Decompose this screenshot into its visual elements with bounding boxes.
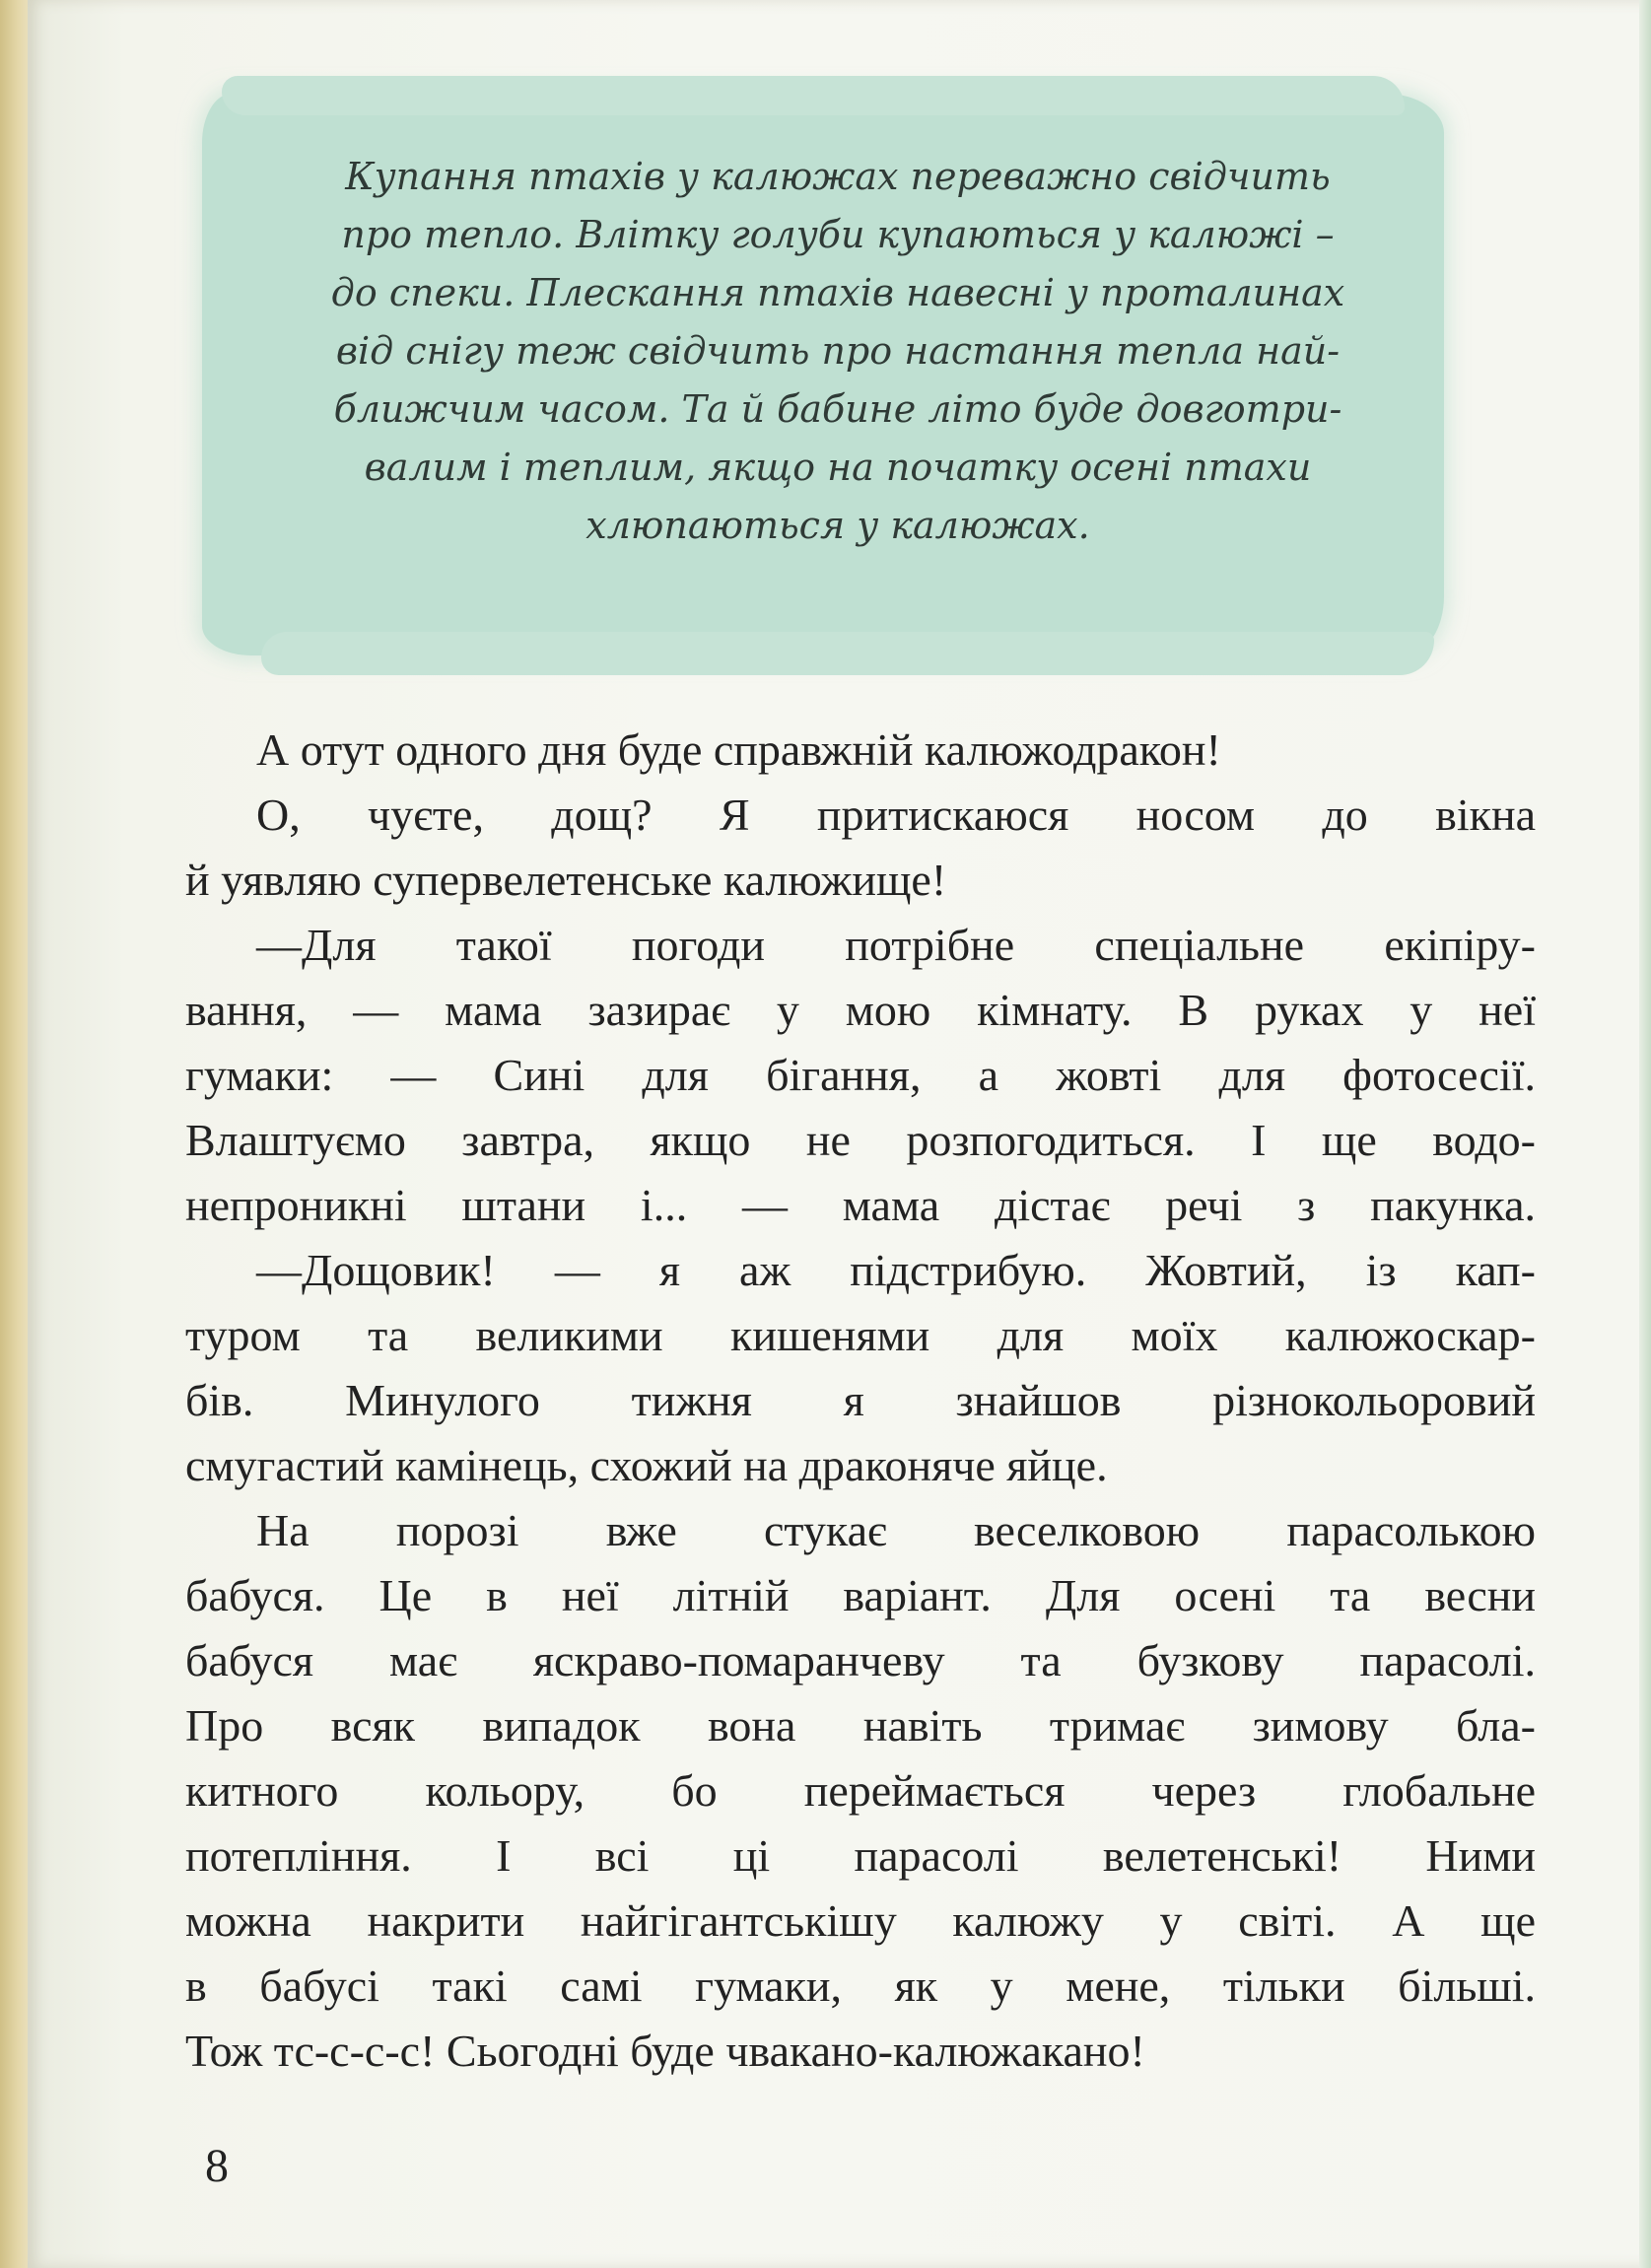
text-line: непроникні штани і... — мама дістає речі з пакунка. xyxy=(185,1180,1536,1230)
text-line: Про всяк випадок вона навіть тримає зимову бла- xyxy=(185,1700,1536,1751)
page-number: 8 xyxy=(205,2140,229,2192)
note-line: валим і теплим, якщо на початку осені птахи xyxy=(364,446,1312,489)
note-line: Купання птахів у калюжах переважно свідчить xyxy=(345,155,1331,198)
text-line: туром та великими кишенями для моїх калюжоскар- xyxy=(185,1310,1536,1360)
note-line: про тепло. Влітку голуби купаються у калюжі – xyxy=(341,213,1335,256)
text-line: Влаштуємо завтра, якщо не розпогодиться. І ще водо- xyxy=(185,1115,1536,1165)
text-line: вання, — мама зазирає у мою кімнату. В руках у неї xyxy=(185,985,1536,1035)
page-right-edge xyxy=(1639,0,1651,2268)
text-line: На порозі вже стукає веселковою парасолькою xyxy=(256,1505,1536,1555)
text-line: —Дощовик! — я аж підстрибую. Жовтий, із кап- xyxy=(256,1245,1536,1295)
note-line: до спеки. Плескання птахів навесні у проталинах xyxy=(330,271,1345,314)
text-line: можна накрити найгігантськішу калюжу у світі. А ще xyxy=(185,1895,1536,1946)
text-line: бабуся. Це в неї літній варіант. Для осені та весни xyxy=(185,1570,1536,1620)
text-line: китного кольору, бо переймається через глобальне xyxy=(185,1765,1536,1816)
info-box-note xyxy=(296,148,1380,555)
text-line: бів. Минулого тижня я знайшов різнокольоровий xyxy=(185,1375,1536,1425)
text-line: О, чуєте, дощ? Я притискаюся носом до вікна xyxy=(256,790,1536,840)
text-line: в бабусі такі самі гумаки, як у мене, тільки більші. xyxy=(185,1960,1536,2011)
text-line: —Для такої погоди потрібне спеціальне екіпіру- xyxy=(256,920,1536,970)
note-line: від снігу теж свідчить про настання тепла най- xyxy=(335,329,1341,373)
text-line: й уявляю супервелетенське калюжище! xyxy=(185,855,947,905)
text-line: смугастий камінець, схожий на драконяче яйце. xyxy=(185,1440,1108,1490)
text-line: А отут одного дня буде справжній калюжодракон! xyxy=(256,724,1221,775)
story-body-text xyxy=(185,718,1536,2084)
text-line: Тож тс-с-с-с! Сьогодні буде чвакано-калюжакано! xyxy=(185,2026,1145,2076)
text-line: гумаки: — Сині для бігання, а жовті для фотосесії. xyxy=(185,1050,1536,1100)
text-line: потепління. І всі ці парасолі велетенські! Ними xyxy=(185,1830,1536,1881)
note-line: ближчим часом. Та й бабине літо буде довготри- xyxy=(333,387,1342,431)
text-line: бабуся має яскраво-помаранчеву та бузкову парасолі. xyxy=(185,1635,1536,1685)
note-line: хлюпаються у калюжах. xyxy=(585,504,1090,547)
